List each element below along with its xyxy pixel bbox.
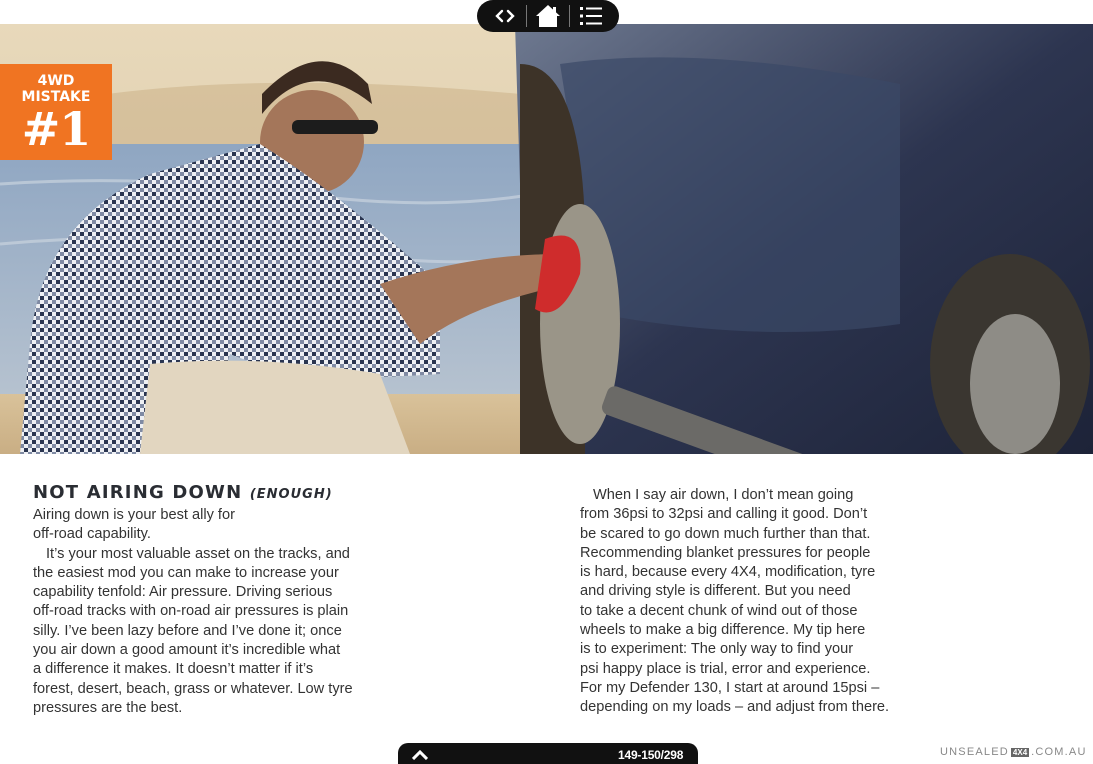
text-line: wheels to make a big difference. My tip here <box>580 622 866 639</box>
text-line: the easiest mod you can make to increase your <box>33 564 339 581</box>
badge-number: #1 <box>21 102 91 156</box>
text-line: is hard, because every 4X4, modification, tyre <box>580 564 876 581</box>
text-line: is to experiment: The only way to find your <box>580 641 854 658</box>
text-line: off-road capability. <box>33 526 151 543</box>
toolbar-divider <box>569 5 570 27</box>
heading-main: NOT AIRING DOWN <box>33 482 243 503</box>
list-icon <box>580 6 602 26</box>
text-line: pressures are the best. <box>33 699 183 716</box>
footer-brand <box>940 746 1087 758</box>
text-line: be scared to go down much further than that. <box>580 525 871 542</box>
brand-right: .COM.AU <box>1031 746 1087 758</box>
text-line: forest, desert, beach, grass or whatever. Low tyre <box>33 680 353 697</box>
article-heading <box>33 482 393 506</box>
text-line: Recommending blanket pressures for people <box>580 544 871 561</box>
badge-line-1: 4WD <box>37 73 75 89</box>
text-line: Airing down is your best ally for <box>33 507 235 523</box>
text-line: and driving style is different. But you need <box>580 583 851 600</box>
text-line: When I say air down, I don’t mean going <box>593 487 854 503</box>
text-line: off-road tracks with on-road air pressures is plain <box>33 603 349 620</box>
contents-list-button[interactable] <box>573 2 609 30</box>
toolbar-divider <box>526 5 527 27</box>
text-line: psi happy place is trial, error and experience. <box>580 660 871 677</box>
home-icon <box>535 4 561 28</box>
article-left-column <box>33 482 393 718</box>
viewer-toolbar <box>477 0 619 32</box>
code-toggle-icon <box>495 9 515 23</box>
chevron-up-icon <box>412 750 428 760</box>
text-line: depending on my loads – and adjust from there. <box>580 699 890 716</box>
mistake-badge <box>0 64 112 160</box>
text-line: from 36psi to 32psi and calling it good. Don’t <box>580 506 868 523</box>
expand-thumbnails-button[interactable] <box>400 750 440 760</box>
code-toggle-button[interactable] <box>487 2 523 30</box>
badge-line-2: MISTAKE <box>21 89 91 105</box>
brand-box: 4X4 <box>1012 747 1028 757</box>
heading-sub: (ENOUGH) <box>249 487 333 502</box>
text-line: silly. I’ve been lazy before and I’ve done it; once <box>33 622 342 639</box>
article-right-column <box>580 486 940 718</box>
brand-left: UNSEALED <box>940 746 1009 758</box>
text-line: a difference it makes. It doesn’t matter if it’s <box>33 661 314 678</box>
body-paragraph <box>580 486 940 718</box>
text-line: For my Defender 130, I start at around 15psi – <box>580 679 880 696</box>
page-navigation-bar <box>398 743 698 764</box>
text-line: It’s your most valuable asset on the tracks, and <box>46 545 350 562</box>
text-line: to take a decent chunk of wind out of those <box>580 602 858 619</box>
text-line: you air down a good amount it’s incredible what <box>33 642 341 659</box>
home-button[interactable] <box>530 2 566 30</box>
intro-paragraph <box>33 506 393 545</box>
body-paragraph <box>33 545 393 719</box>
page-indicator: 149-150/298 <box>618 748 684 762</box>
hero-photo <box>0 24 1093 454</box>
text-line: capability tenfold: Air pressure. Driving serious <box>33 584 333 601</box>
